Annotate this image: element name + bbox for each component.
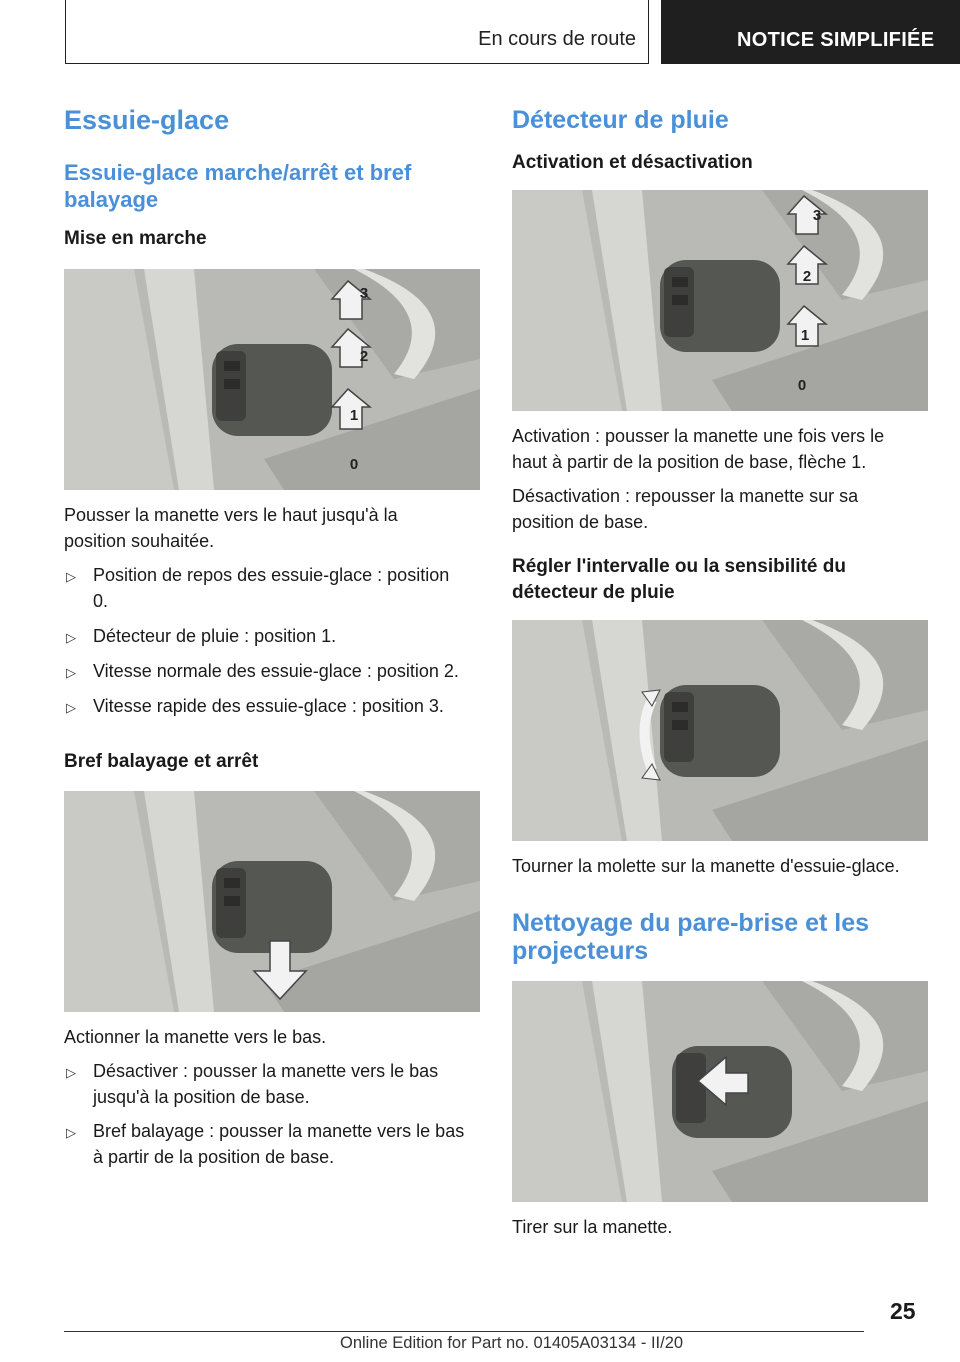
figure-thumbwheel <box>512 620 928 841</box>
list-brief <box>64 1058 480 1170</box>
figure-lever-down <box>64 791 480 1012</box>
list-item: ▷ Vitesse rapide des essuie-glace : position 3. <box>64 693 480 719</box>
fig1-label-3: 3 <box>359 285 369 302</box>
page-number: 25 <box>890 1298 916 1324</box>
heading-rain-sensor: Détecteur de pluie <box>512 106 729 134</box>
paragraph-push-down: Actionner la manette vers le bas. <box>64 1027 327 1047</box>
section-title: En cours de route <box>478 28 636 50</box>
fig3-label-2: 2 <box>802 268 812 285</box>
triangle-bullet-icon: ▷ <box>66 1125 76 1140</box>
footer-divider <box>64 1331 864 1332</box>
list-item: ▷ Désactiver : pousser la manette vers le bas jusqu'à la position de base. <box>66 1061 439 1107</box>
paragraph-activation: Activation : pousser la manette une fois vers le haut à partir de la position de base, flèche 1. <box>512 426 885 472</box>
heading-activation: Activation et désactivation <box>512 152 753 173</box>
triangle-bullet-icon: ▷ <box>66 665 76 680</box>
triangle-bullet-icon: ▷ <box>66 1065 76 1080</box>
paragraph-deactivation: Désactivation : repousser la manette sur sa position de base. <box>512 486 859 532</box>
heading-wiper-on-off: Essuie-glace marche/arrêt et bref balayage <box>64 160 412 212</box>
figure-rain-sensor-activation <box>512 190 928 411</box>
figure-lever-up <box>64 269 480 490</box>
list-item: ▷ Position de repos des essuie-glace : position 0. <box>66 565 450 611</box>
heading-brief-wipe: Bref balayage et arrêt <box>64 751 259 772</box>
fig3-label-0: 0 <box>797 377 807 394</box>
paragraph-pull: Tirer sur la manette. <box>512 1217 673 1237</box>
figure-pull-lever <box>512 981 928 1202</box>
list-item: ▷ Détecteur de pluie : position 1. <box>64 623 480 649</box>
fig3-label-1: 1 <box>800 327 810 344</box>
right-column <box>512 100 928 1240</box>
fig1-label-1: 1 <box>349 407 359 424</box>
chapter-tab[interactable]: NOTICE SIMPLIFIÉE <box>661 0 960 64</box>
fig3-label-3: 3 <box>812 207 822 224</box>
heading-interval-sensitivity: Régler l'intervalle ou la sensibilité du détecteur de pluie <box>512 556 846 603</box>
paragraph-push-up: Pousser la manette vers le haut jusqu'à la position souhaitée. <box>64 505 398 551</box>
fig1-label-2: 2 <box>359 348 369 365</box>
left-column <box>64 100 480 1170</box>
triangle-bullet-icon: ▷ <box>66 630 76 645</box>
heading-switch-on: Mise en marche <box>64 228 207 249</box>
heading-washer: Nettoyage du pare-brise et les projecteurs <box>512 909 870 965</box>
footer-edition: Online Edition for Part no. 01405A03134 - II/20 <box>340 1334 684 1352</box>
triangle-bullet-icon: ▷ <box>66 569 76 584</box>
paragraph-turn-wheel: Tourner la molette sur la manette d'essuie-glace. <box>512 856 900 876</box>
heading-wipers: Essuie-glace <box>64 105 230 135</box>
triangle-bullet-icon: ▷ <box>66 700 76 715</box>
list-positions <box>64 562 480 719</box>
list-item: ▷ Bref balayage : pousser la manette vers le bas à partir de la position de base. <box>66 1121 465 1167</box>
fig1-label-0: 0 <box>349 456 359 473</box>
list-item: ▷ Vitesse normale des essuie-glace : position 2. <box>64 658 480 684</box>
